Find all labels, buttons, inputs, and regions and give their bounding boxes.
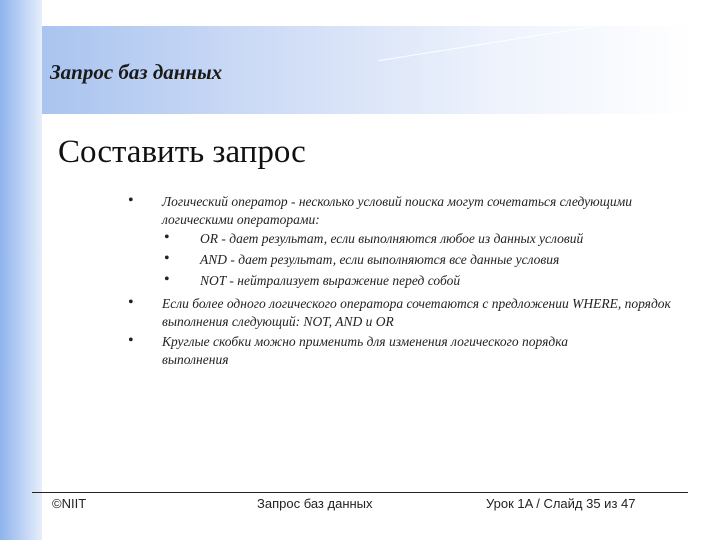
bullet-marker: •	[164, 250, 170, 267]
bullet-marker: •	[128, 332, 134, 349]
footer-course-title: Запрос баз данных	[257, 496, 373, 511]
bullet-item: Логический оператор - несколько условий поиска могут сочетаться следующими логическими операторами:	[162, 194, 632, 227]
bullet-marker: •	[128, 294, 134, 311]
sub-bullet-item: NOT - нейтрализует выражение перед собой	[200, 273, 461, 288]
bullet-marker: •	[128, 192, 134, 209]
footer-slide-number: Урок 1A / Слайд 35 из 47	[486, 496, 636, 511]
bullet-marker: •	[164, 229, 170, 246]
bullet-item: Круглые скобки можно применить для изменения логического порядка выполнения	[162, 334, 568, 367]
bullet-marker: •	[164, 271, 170, 288]
header-title: Запрос баз данных	[50, 60, 223, 84]
bullet-item: Если более одного логического оператора сочетаются с предложении WHERE, порядок выполнения следующий: NOT, AND и OR	[162, 296, 671, 329]
footer-copyright: ©NIIT	[52, 496, 87, 511]
sub-bullet-item: OR - дает результат, если выполняются любое из данных условий	[200, 231, 584, 246]
sub-bullet-item: AND - дает результат, если выполняются все данные условия	[200, 252, 560, 267]
slide-title: Составить запрос	[58, 134, 306, 170]
footer-divider	[32, 492, 688, 493]
